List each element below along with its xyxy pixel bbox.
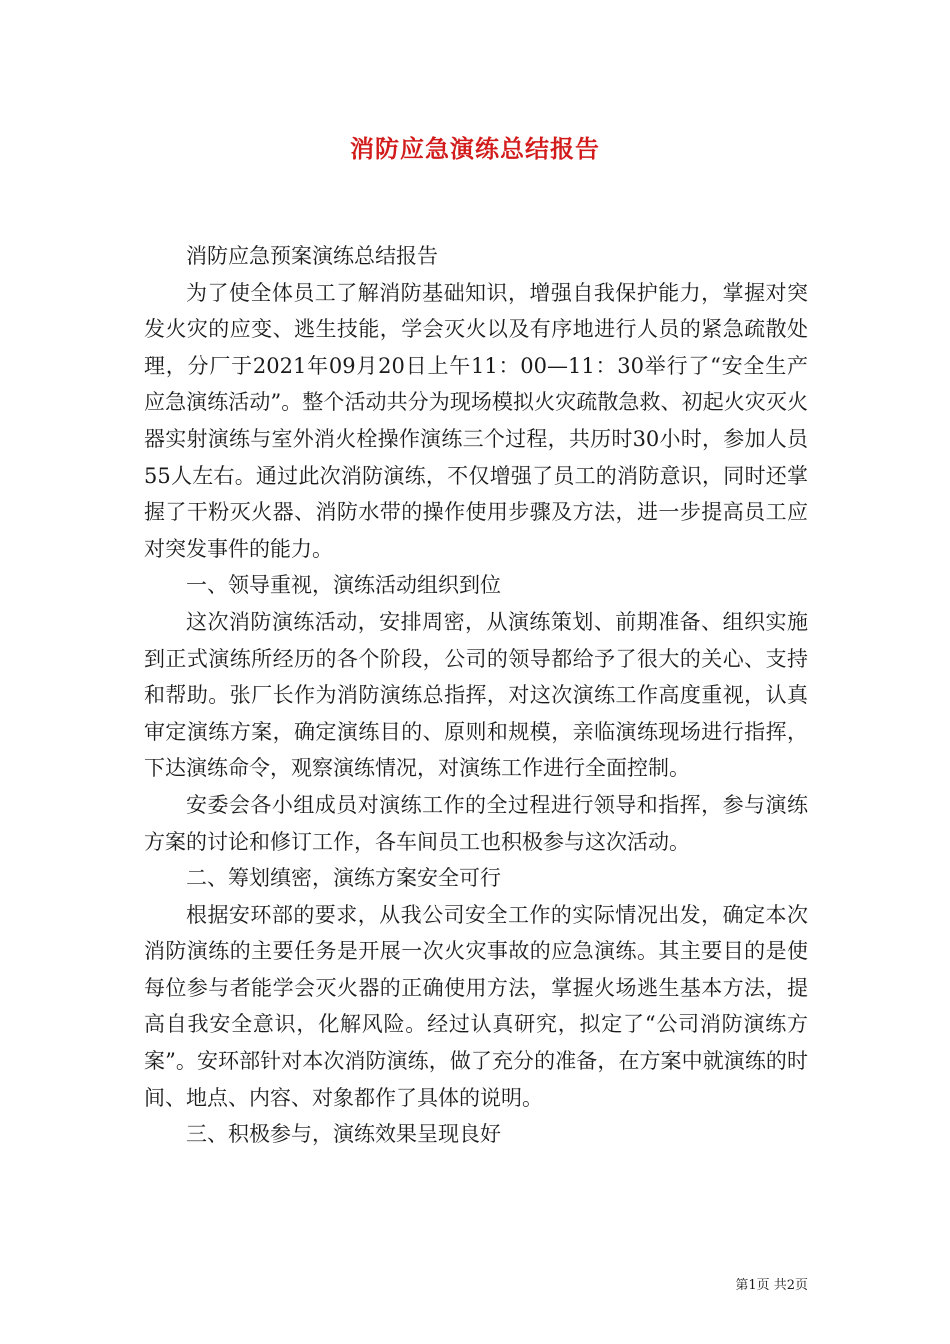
section-heading-1: 一、领导重视，演练活动组织到位	[186, 573, 501, 598]
paragraph-section-2: 根据安环部的要求，从我公司安全工作的实际情况出发，确定本次消防演练的主要任务是开展一次火灾事故的应急演练。其主要目的是使每位参与者能学会灭火器的正确使用方法，掌握火场逃生基本方法，提高自我安全意识，化解风险。经过认真研究，拟定了“公司消防演练方案”。安环部针对本次消防演练，做了充分的准备，在方案中就演练的时间、地点、内容、对象都作了具体的说明。	[144, 902, 808, 1110]
paragraph-section-1b: 安委会各小组成员对演练工作的全过程进行领导和指挥，参与演练方案的讨论和修订工作，各车间员工也积极参与这次活动。	[144, 792, 808, 854]
page-number-label: 第1页 共2页	[735, 1278, 808, 1293]
paragraph-intro: 为了使全体员工了解消防基础知识，增强自我保护能力，掌握对突发火灾的应变、逃生技能，学会灭火以及有序地进行人员的紧急疏散处理，分厂于2021年09月20日上午11：00—11：30举行了“安全生产应急演练活动”。整个活动共分为现场模拟火灾疏散急救、初起火灾灭火器实射演练与室外消火栓操作演练三个过程，共历时30小时，参加人员55人左右。通过此次消防演练，不仅增强了员工的消防意识，同时还掌握了干粉灭火器、消防水带的操作使用步骤及方法，进一步提高员工应对突发事件的能力。	[144, 280, 808, 561]
page-number-footer	[700, 1277, 808, 1295]
paragraph-section-1: 这次消防演练活动，安排周密，从演练策划、前期准备、组织实施到正式演练所经历的各个阶段，公司的领导都给予了很大的关心、支持和帮助。张厂长作为消防演练总指挥，对这次演练工作高度重视，认真审定演练方案，确定演练目的、原则和规模，亲临演练现场进行指挥，下达演练命令，观察演练情况，对演练工作进行全面控制。	[144, 609, 808, 781]
section-heading-2: 二、筹划缜密，演练方案安全可行	[186, 866, 501, 891]
paragraph-subtitle: 消防应急预案演练总结报告	[186, 244, 438, 268]
section-heading-3: 三、积极参与，演练效果呈现良好	[186, 1122, 501, 1147]
document-body	[144, 238, 808, 1153]
document-title: 消防应急演练总结报告	[350, 134, 600, 163]
